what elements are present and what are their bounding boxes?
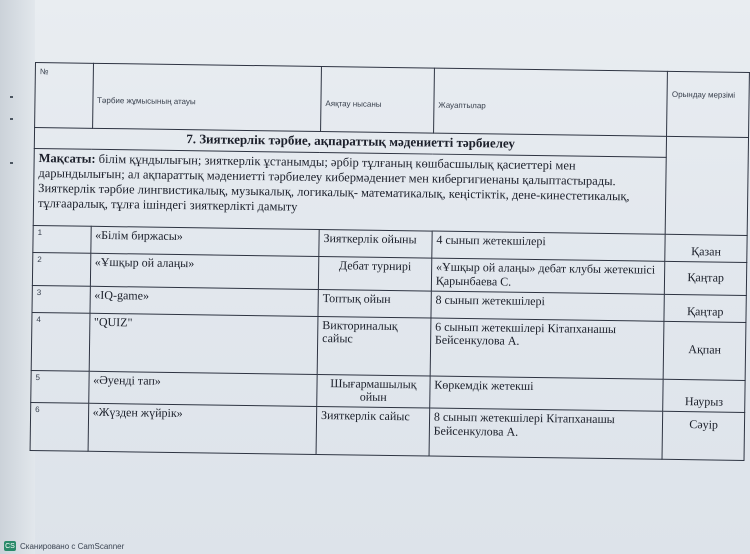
header-responsible: Жауаптылар	[433, 68, 667, 136]
camscanner-icon: CS	[5, 542, 15, 550]
row-num: 1	[33, 225, 91, 253]
row-deadline: Қаңтар	[664, 294, 746, 322]
section-title: 7. Зияткерлік тәрбие, ақпараттық мәдениетті тәрбиелеу	[34, 128, 667, 158]
row-name: «Ұшқыр ой алаңы»	[90, 253, 319, 289]
scan-mark	[10, 96, 13, 98]
row-num: 4	[31, 312, 89, 371]
header-row	[35, 63, 750, 138]
row-form: Зияткерлік сайыс	[316, 407, 429, 457]
aim-row	[33, 148, 748, 235]
row-name: «Білім биржасы»	[90, 226, 319, 256]
scanner-watermark	[4, 541, 124, 551]
row-name: «Жүзден жүйрік»	[88, 403, 317, 454]
row-form: Шығармашылық ойын	[317, 374, 430, 408]
header-form: Аяқтау нысаны	[321, 66, 435, 133]
table-row	[30, 403, 745, 461]
section-deadline-cell	[665, 136, 748, 235]
row-name: "QUIZ"	[89, 313, 318, 374]
row-form: Дебат турнирі	[318, 256, 431, 290]
scan-mark	[10, 162, 13, 164]
row-form: Топтық ойын	[318, 289, 431, 318]
row-responsible: 6 сынып жетекшілері Кітапханашы Бейсенкулова А.	[430, 318, 664, 379]
header-deadline: Орындау мерзімі	[667, 71, 750, 137]
row-num: 6	[30, 403, 88, 452]
row-name: «IQ-game»	[90, 286, 319, 316]
row-deadline: Қазан	[665, 234, 747, 262]
row-num: 5	[31, 370, 89, 403]
row-deadline: Наурыз	[663, 379, 745, 413]
row-name: «Әуенді тап»	[88, 371, 317, 407]
row-num: 2	[32, 252, 90, 285]
table-row	[31, 312, 746, 380]
plan-table	[30, 62, 750, 461]
row-deadline: Сәуір	[662, 411, 744, 460]
header-name: Тәрбие жұмысының атауы	[92, 63, 321, 131]
page-edge-shadow	[0, 0, 35, 554]
row-responsible: 8 сынып жетекшілері	[431, 291, 665, 321]
row-form: Викториналық сайыс	[317, 316, 431, 376]
scanner-text: Сканировано с CamScanner	[20, 541, 125, 551]
row-responsible: Көркемдік жетекші	[430, 376, 664, 412]
aim-text: білім құндылығын; зияткерлік ұстанымды; әрбір тұлғаның көшбасшылық қасиеттері мен дарындылығын; ал ақпараттық мәдениетті тәрбиелеу кибермәдениет мен кибергигиенаны қалыптастырады. Зияткерлік тәрбие лингвистикалық, музыкалық, логикалық- математикалық, кеңістіктік, дене-кинестетикалық, тұлғааралық, тұлға ішіндегі зияткерлікті дамыту	[37, 151, 630, 214]
row-num: 3	[32, 285, 90, 313]
scan-mark	[10, 118, 13, 120]
aim-label: Мақсаты:	[38, 151, 96, 166]
row-responsible: 8 сынып жетекшілері Кітапханашы Бейсенкулова А.	[429, 408, 663, 459]
row-form: Зияткерлік ойыны	[319, 229, 432, 258]
header-num: №	[35, 63, 94, 129]
row-responsible: «Ұшқыр ой алаңы» дебат клубы жетекшісі Қарынбаева С.	[431, 258, 665, 294]
row-deadline: Ақпан	[663, 321, 745, 380]
row-responsible: 4 сынып жетекшілері	[432, 231, 666, 261]
aim-cell	[33, 148, 666, 234]
row-deadline: Қаңтар	[665, 261, 747, 295]
